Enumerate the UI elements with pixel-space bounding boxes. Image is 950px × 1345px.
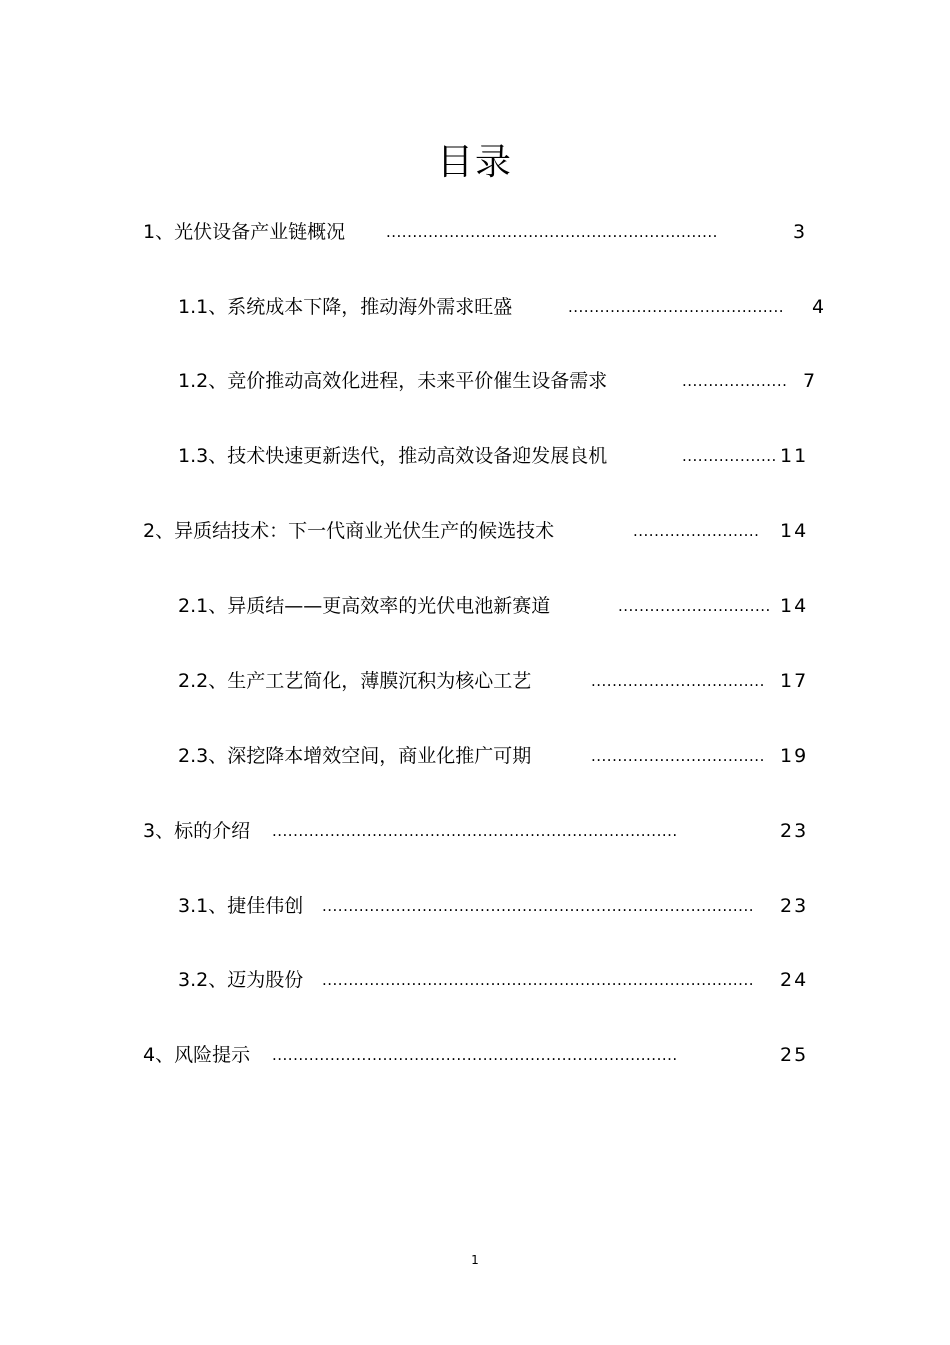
toc-leader-dots: ............................. bbox=[618, 597, 771, 615]
toc-entry-page: 23 bbox=[780, 895, 809, 917]
toc-entry-label: 3.2、迈为股份 bbox=[178, 969, 304, 991]
toc-title: 目录 bbox=[436, 142, 513, 183]
toc-entry-page: 11 bbox=[780, 445, 809, 467]
toc-entry-label: 4、风险提示 bbox=[143, 1044, 251, 1066]
toc-entry-label: 1.2、竞价推动高效化进程，未来平价催生设备需求 bbox=[178, 370, 608, 392]
toc-leader-dots: .................... bbox=[682, 372, 788, 390]
toc-entry-label: 2、异质结技术：下一代商业光伏生产的候选技术 bbox=[143, 520, 555, 542]
toc-leader-dots: ................................. bbox=[591, 747, 765, 765]
toc-entry-label: 1.1、系统成本下降，推动海外需求旺盛 bbox=[178, 296, 513, 318]
toc-leader-dots: ........................ bbox=[633, 522, 760, 540]
toc-leader-dots: ................................. bbox=[591, 672, 765, 690]
toc-entry-page: 17 bbox=[780, 670, 809, 692]
toc-entry-page: 7 bbox=[803, 370, 818, 392]
toc-entry-page: 23 bbox=[780, 820, 809, 842]
page-number: 1 bbox=[471, 1253, 479, 1267]
toc-entry-page: 3 bbox=[793, 221, 808, 243]
toc-entry-label: 1、光伏设备产业链概况 bbox=[143, 221, 346, 243]
toc-leader-dots: .................. bbox=[682, 447, 777, 465]
toc-entry-page: 14 bbox=[780, 520, 809, 542]
toc-leader-dots: ......................................... bbox=[568, 298, 784, 316]
toc-leader-dots: .................................................................................. bbox=[322, 897, 754, 915]
toc-leader-dots: ............................................................... bbox=[386, 223, 718, 241]
toc-entry-page: 14 bbox=[780, 595, 809, 617]
toc-entry-label: 2.1、异质结——更高效率的光伏电池新赛道 bbox=[178, 595, 551, 617]
toc-entry-page: 24 bbox=[780, 969, 809, 991]
toc-entry-page: 19 bbox=[780, 745, 809, 767]
toc-entry-label: 2.3、深挖降本增效空间，商业化推广可期 bbox=[178, 745, 532, 767]
toc-leader-dots: .................................................................................. bbox=[322, 971, 754, 989]
toc-entry-page: 4 bbox=[812, 296, 827, 318]
toc-entry-label: 1.3、技术快速更新迭代，推动高效设备迎发展良机 bbox=[178, 445, 608, 467]
toc-entry-label: 3.1、捷佳伟创 bbox=[178, 895, 304, 917]
toc-entry-label: 2.2、生产工艺简化，薄膜沉积为核心工艺 bbox=[178, 670, 532, 692]
toc-leader-dots: ............................................................................. bbox=[272, 822, 678, 840]
toc-entry-page: 25 bbox=[780, 1044, 809, 1066]
toc-leader-dots: ............................................................................. bbox=[272, 1046, 678, 1064]
toc-entry-label: 3、标的介绍 bbox=[143, 820, 251, 842]
